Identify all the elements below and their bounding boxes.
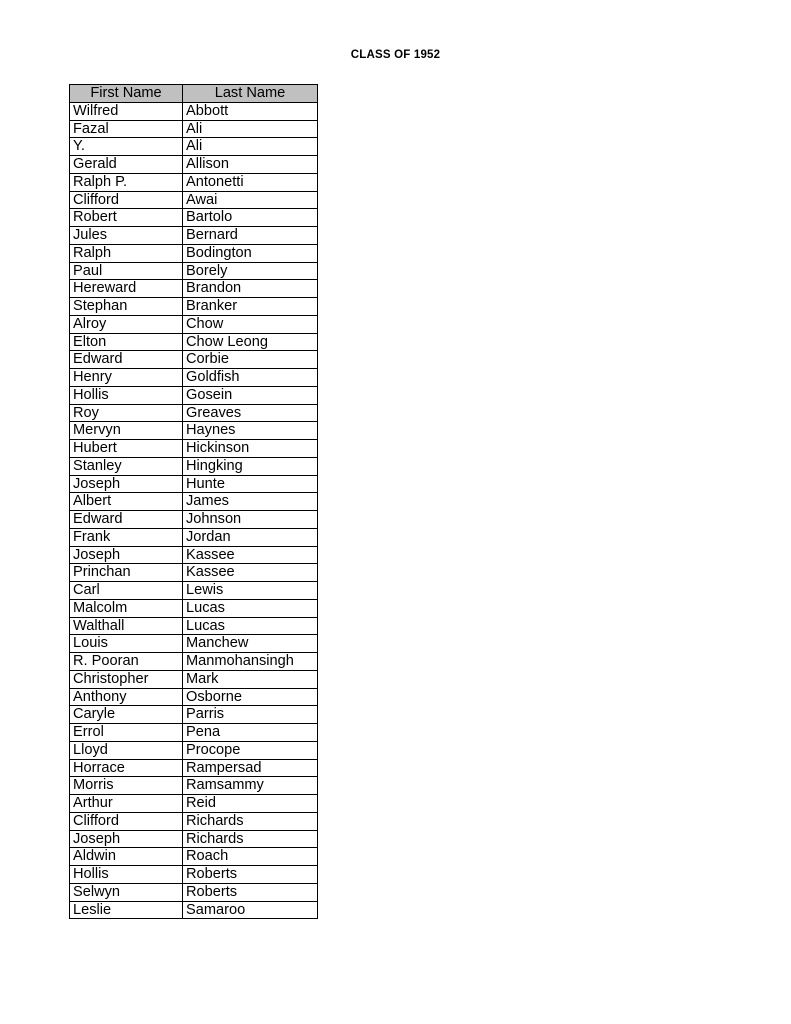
last-name-cell: Kassee (183, 564, 318, 582)
table-row (70, 209, 318, 227)
table-row (70, 102, 318, 120)
table-row (70, 528, 318, 546)
last-name-cell: Jordan (183, 528, 318, 546)
last-name-cell: Hunte (183, 475, 318, 493)
last-name-cell: Brandon (183, 280, 318, 298)
last-name-cell: Bartolo (183, 209, 318, 227)
roster-body (70, 102, 318, 919)
table-row (70, 404, 318, 422)
first-name-cell: Jules (70, 227, 183, 245)
last-name-cell: Mark (183, 670, 318, 688)
last-name-cell: Richards (183, 812, 318, 830)
last-name-cell: Bodington (183, 244, 318, 262)
first-name-cell: Edward (70, 511, 183, 529)
first-name-cell: Joseph (70, 830, 183, 848)
table-row (70, 812, 318, 830)
last-name-cell: Bernard (183, 227, 318, 245)
table-row (70, 795, 318, 813)
table-row (70, 724, 318, 742)
last-name-cell: Lewis (183, 582, 318, 600)
first-name-cell: Clifford (70, 812, 183, 830)
first-name-cell: Fazal (70, 120, 183, 138)
last-name-cell: Parris (183, 706, 318, 724)
table-row (70, 493, 318, 511)
table-row (70, 848, 318, 866)
first-name-cell: Gerald (70, 156, 183, 174)
first-name-cell: Joseph (70, 546, 183, 564)
table-row (70, 315, 318, 333)
first-name-cell: Edward (70, 351, 183, 369)
first-name-cell: Arthur (70, 795, 183, 813)
table-row (70, 777, 318, 795)
last-name-cell: James (183, 493, 318, 511)
table-row (70, 653, 318, 671)
last-name-cell: Ramsammy (183, 777, 318, 795)
last-name-cell: Awai (183, 191, 318, 209)
first-name-cell: Y. (70, 138, 183, 156)
first-name-cell: Anthony (70, 688, 183, 706)
last-name-cell: Gosein (183, 386, 318, 404)
last-name-cell: Chow (183, 315, 318, 333)
first-name-cell: Selwyn (70, 883, 183, 901)
page-title (0, 49, 791, 61)
first-name-cell: Hollis (70, 386, 183, 404)
first-name-cell: Paul (70, 262, 183, 280)
last-name-cell: Osborne (183, 688, 318, 706)
first-name-cell: Mervyn (70, 422, 183, 440)
last-name-cell: Haynes (183, 422, 318, 440)
table-row (70, 386, 318, 404)
first-name-cell: Caryle (70, 706, 183, 724)
first-name-cell: Elton (70, 333, 183, 351)
first-name-header: First Name (70, 85, 183, 103)
first-name-cell: Stanley (70, 457, 183, 475)
table-row (70, 120, 318, 138)
table-row (70, 351, 318, 369)
table-row (70, 546, 318, 564)
first-name-cell: R. Pooran (70, 653, 183, 671)
first-name-cell: Aldwin (70, 848, 183, 866)
table-row (70, 901, 318, 919)
last-name-cell: Lucas (183, 599, 318, 617)
table-row (70, 369, 318, 387)
last-name-cell: Samaroo (183, 901, 318, 919)
table-row (70, 138, 318, 156)
last-name-cell: Rampersad (183, 759, 318, 777)
first-name-cell: Christopher (70, 670, 183, 688)
first-name-cell: Horrace (70, 759, 183, 777)
first-name-cell: Walthall (70, 617, 183, 635)
last-name-cell: Lucas (183, 617, 318, 635)
last-name-cell: Kassee (183, 546, 318, 564)
last-name-cell: Roberts (183, 866, 318, 884)
last-name-cell: Procope (183, 741, 318, 759)
table-row (70, 830, 318, 848)
table-row (70, 866, 318, 884)
last-name-cell: Chow Leong (183, 333, 318, 351)
first-name-cell: Ralph P. (70, 173, 183, 191)
first-name-cell: Lloyd (70, 741, 183, 759)
table-row (70, 582, 318, 600)
first-name-cell: Louis (70, 635, 183, 653)
first-name-cell: Roy (70, 404, 183, 422)
first-name-cell: Frank (70, 528, 183, 546)
class-roster-table (69, 84, 318, 919)
first-name-cell: Princhan (70, 564, 183, 582)
last-name-cell: Borely (183, 262, 318, 280)
first-name-cell: Carl (70, 582, 183, 600)
table-row (70, 564, 318, 582)
last-name-cell: Greaves (183, 404, 318, 422)
last-name-cell: Corbie (183, 351, 318, 369)
table-row (70, 635, 318, 653)
first-name-cell: Hollis (70, 866, 183, 884)
last-name-cell: Johnson (183, 511, 318, 529)
table-row (70, 475, 318, 493)
table-row (70, 298, 318, 316)
table-row (70, 280, 318, 298)
last-name-cell: Allison (183, 156, 318, 174)
last-name-header: Last Name (183, 85, 318, 103)
first-name-cell: Albert (70, 493, 183, 511)
last-name-cell: Ali (183, 138, 318, 156)
first-name-cell: Errol (70, 724, 183, 742)
last-name-cell: Manmohansingh (183, 653, 318, 671)
last-name-cell: Manchew (183, 635, 318, 653)
table-row (70, 759, 318, 777)
last-name-cell: Reid (183, 795, 318, 813)
last-name-cell: Roberts (183, 883, 318, 901)
page-title-text: CLASS OF 1952 (350, 49, 441, 61)
first-name-cell: Leslie (70, 901, 183, 919)
last-name-cell: Hickinson (183, 440, 318, 458)
last-name-cell: Pena (183, 724, 318, 742)
table-row (70, 262, 318, 280)
first-name-cell: Malcolm (70, 599, 183, 617)
first-name-cell: Hubert (70, 440, 183, 458)
table-row (70, 617, 318, 635)
table-row (70, 191, 318, 209)
table-row (70, 457, 318, 475)
first-name-cell: Hereward (70, 280, 183, 298)
table-row (70, 599, 318, 617)
first-name-cell: Henry (70, 369, 183, 387)
table-row (70, 706, 318, 724)
table-row (70, 156, 318, 174)
table-header-row (70, 85, 318, 103)
table-row (70, 173, 318, 191)
last-name-cell: Antonetti (183, 173, 318, 191)
first-name-cell: Clifford (70, 191, 183, 209)
last-name-cell: Abbott (183, 102, 318, 120)
last-name-cell: Goldfish (183, 369, 318, 387)
first-name-cell: Ralph (70, 244, 183, 262)
last-name-cell: Branker (183, 298, 318, 316)
last-name-cell: Richards (183, 830, 318, 848)
table-row (70, 511, 318, 529)
last-name-cell: Hingking (183, 457, 318, 475)
last-name-cell: Roach (183, 848, 318, 866)
table-row (70, 688, 318, 706)
table-row (70, 227, 318, 245)
table-row (70, 883, 318, 901)
table-row (70, 422, 318, 440)
first-name-cell: Morris (70, 777, 183, 795)
table-row (70, 333, 318, 351)
table-row (70, 440, 318, 458)
first-name-cell: Stephan (70, 298, 183, 316)
table-row (70, 741, 318, 759)
first-name-cell: Alroy (70, 315, 183, 333)
last-name-cell: Ali (183, 120, 318, 138)
first-name-cell: Joseph (70, 475, 183, 493)
table-row (70, 670, 318, 688)
first-name-cell: Wilfred (70, 102, 183, 120)
table-row (70, 244, 318, 262)
first-name-cell: Robert (70, 209, 183, 227)
